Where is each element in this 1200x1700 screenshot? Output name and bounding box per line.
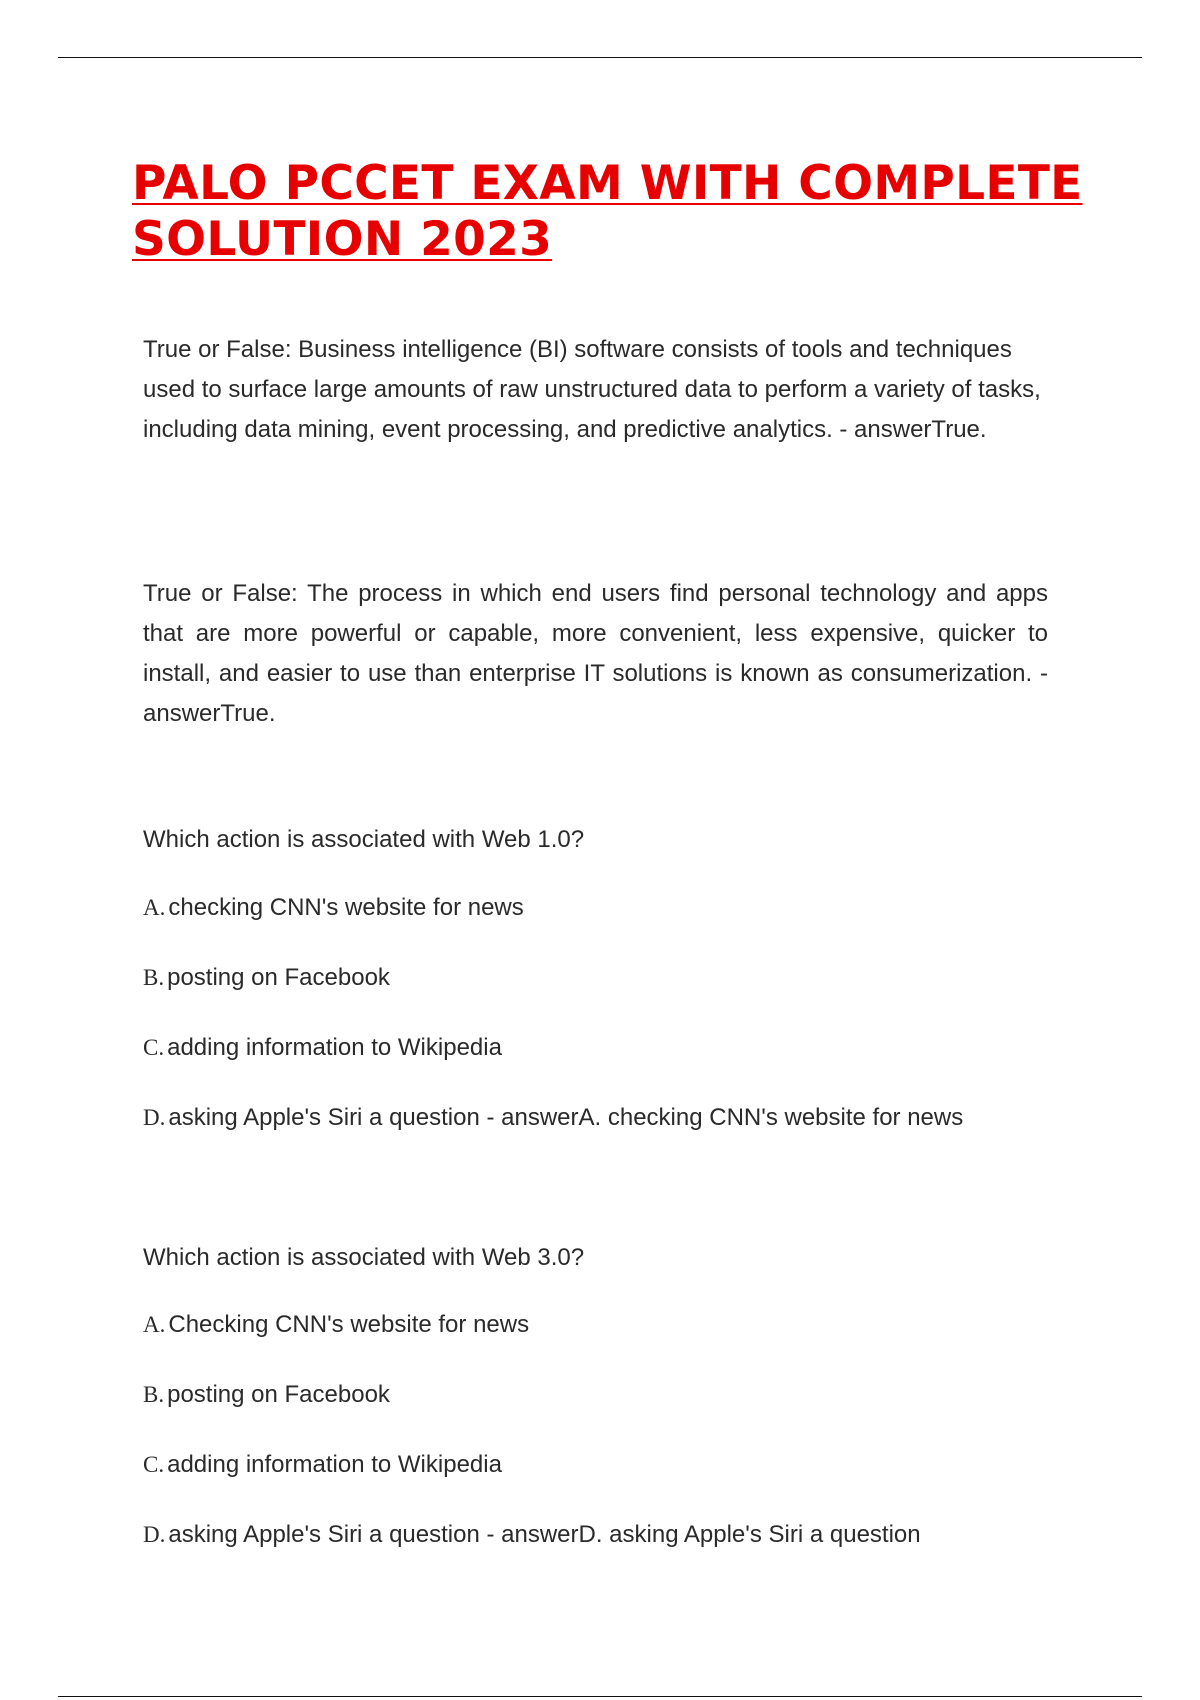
option-text: checking CNN's website for news: [168, 894, 524, 921]
option-text: asking Apple's Siri a question - answerD. asking Apple's Siri a question: [168, 1521, 921, 1548]
option-item: [143, 1375, 1103, 1445]
option-item: [143, 1098, 1103, 1168]
option-text: adding information to Wikipedia: [167, 1034, 502, 1061]
option-text: posting on Facebook: [167, 964, 390, 991]
option-text: Checking CNN's website for news: [168, 1311, 530, 1338]
option-item: [143, 1445, 1103, 1515]
option-letter: A.: [143, 895, 166, 920]
option-letter: C.: [143, 1452, 165, 1477]
option-item: [143, 958, 1103, 1028]
question-4-options: [143, 1305, 1103, 1585]
question-3-options: [143, 888, 1103, 1168]
option-letter: D.: [143, 1105, 166, 1130]
option-text: asking Apple's Siri a question - answerA. checking CNN's website for news: [168, 1104, 964, 1131]
question-4-text: Which action is associated with Web 3.0?: [143, 1244, 585, 1271]
option-letter: B.: [143, 1382, 165, 1407]
option-item: [143, 1515, 1103, 1585]
document-title: PALO PCCET EXAM WITH COMPLETE SOLUTION 2023: [132, 156, 1083, 267]
option-letter: C.: [143, 1035, 165, 1060]
header-rule: [58, 57, 1142, 58]
option-text: adding information to Wikipedia: [167, 1451, 502, 1478]
question-3-text: Which action is associated with Web 1.0?: [143, 826, 585, 853]
footer-rule: [58, 1696, 1142, 1697]
option-item: [143, 888, 1103, 958]
option-text: posting on Facebook: [167, 1381, 390, 1408]
option-letter: D.: [143, 1522, 166, 1547]
option-item: [143, 1305, 1103, 1375]
option-letter: A.: [143, 1312, 166, 1337]
question-2-text: True or False: The process in which end users find personal technology and apps that are more powerful or capable, more convenient, less expensive, quicker to install, and easier to use than enterprise IT solutions is known as consumerization. - answerTrue.: [143, 580, 1048, 727]
option-letter: B.: [143, 965, 165, 990]
question-1-text: True or False: Business intelligence (BI) software consists of tools and techniques used to surface large amounts of raw unstructured data to perform a variety of tasks, including data mining, event processing, and predictive analytics. - answerTrue.: [143, 336, 1041, 443]
option-item: [143, 1028, 1103, 1098]
